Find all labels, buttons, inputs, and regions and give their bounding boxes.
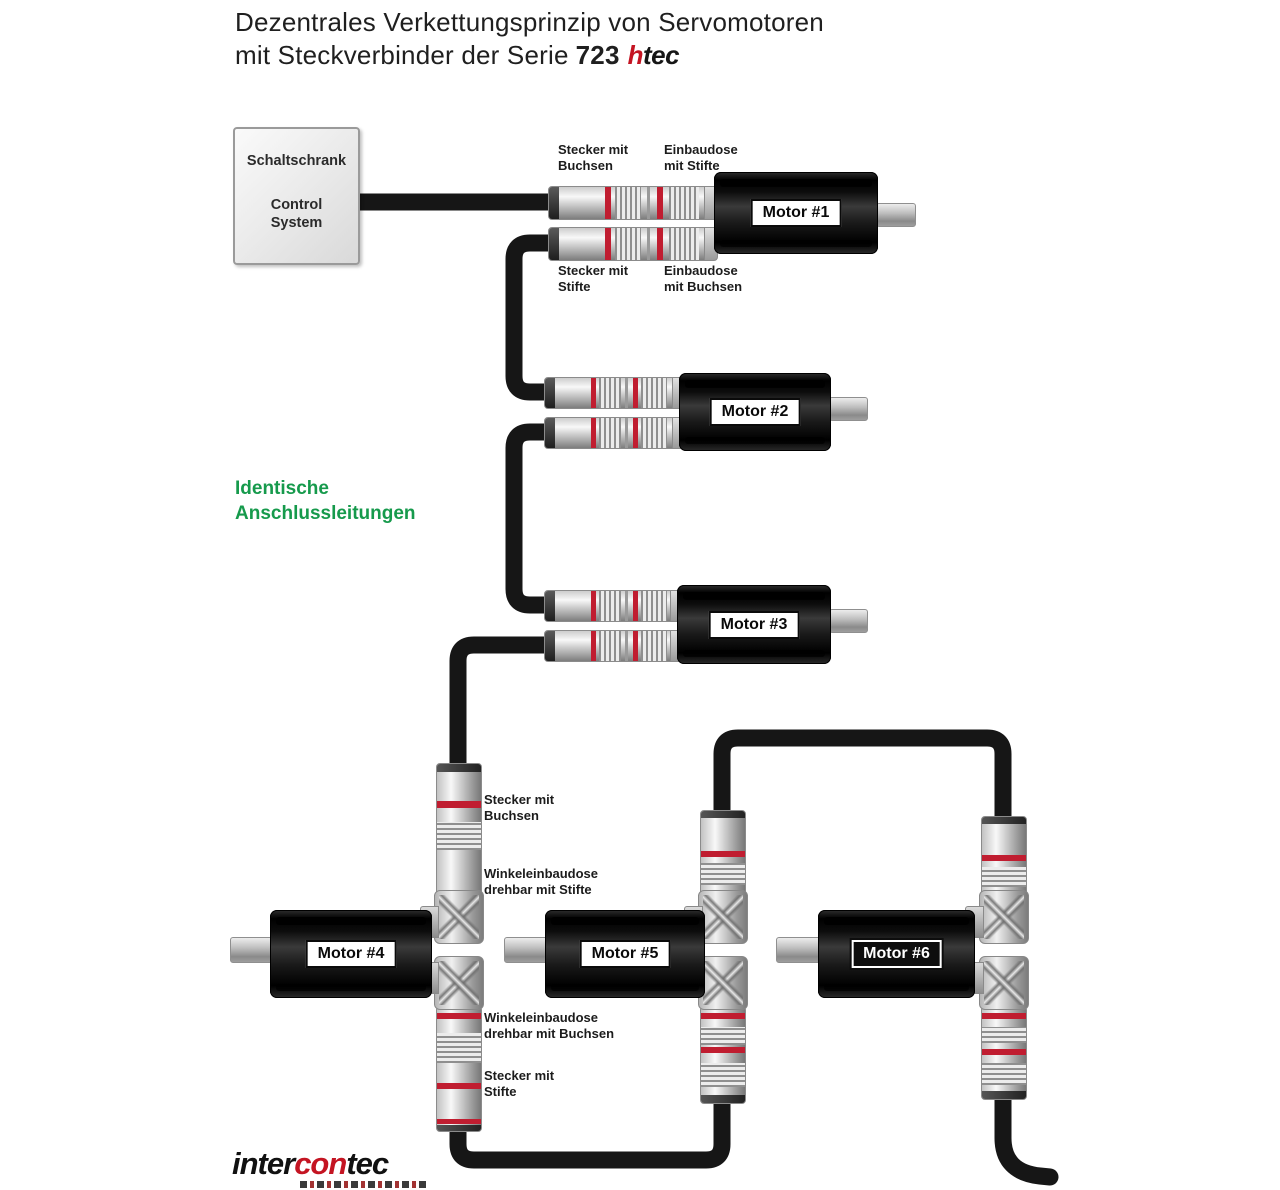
cable-motor3-to-motor4	[458, 645, 570, 780]
winkeleinbaudose-motor5-bottom	[698, 956, 748, 1010]
winkeleinbaudose-motor5-top	[698, 890, 748, 944]
title-line-1: Dezentrales Verkettungsprinzip von Servomotoren	[235, 7, 824, 37]
cabinet-label-en-2: System	[270, 215, 323, 231]
motor-6	[818, 910, 975, 998]
label-stecker-mit-buchsen-bottom: Stecker mit Buchsen	[484, 792, 555, 823]
label-stecker-mit-stifte-top: Stecker mit Stifte	[558, 263, 629, 294]
series-number: 723	[575, 40, 620, 70]
control-cabinet-box	[233, 127, 360, 265]
logo-tagline-bar	[300, 1181, 428, 1188]
motor4-shaft	[230, 937, 274, 963]
motor1-shaft	[876, 203, 916, 227]
cable-motor5-to-motor6	[722, 738, 1003, 825]
connector-pair-motor2-top	[544, 377, 684, 409]
label-winkeleinbaudose-stifte: Winkeleinbaudose drehbar mit Stifte	[484, 866, 599, 897]
motor-6-label: Motor #6	[851, 940, 942, 968]
diagram-title	[235, 6, 824, 72]
connector-pair-motor1-bottom	[548, 227, 718, 261]
winkeleinbaudose-motor6-top	[979, 890, 1029, 944]
label-winkeleinbaudose-buchsen: Winkeleinbaudose drehbar mit Buchsen	[484, 1010, 615, 1041]
motor-2	[679, 373, 831, 451]
motor-3	[677, 585, 831, 664]
motor5-shaft	[504, 937, 549, 963]
winkeleinbaudose-motor4-top	[434, 890, 484, 944]
plug-below-motor4	[436, 1006, 482, 1132]
cabinet-label-de: Schaltschrank	[246, 153, 347, 169]
connector-pair-motor3-top	[544, 590, 682, 622]
cabinet-label-en-1: Control	[270, 197, 323, 213]
motor-3-label: Motor #3	[709, 611, 800, 639]
brand-htec: htec	[627, 40, 680, 70]
motor-1-label: Motor #1	[751, 199, 842, 227]
motor-1	[714, 172, 878, 254]
connector-pair-motor2-bottom	[544, 417, 684, 449]
motor-2-label: Motor #2	[710, 398, 801, 426]
plug-below-motor5	[700, 1006, 746, 1104]
motor3-shaft	[829, 609, 868, 633]
motor-5-label: Motor #5	[580, 940, 671, 968]
cable-motor2-to-motor3	[514, 432, 565, 605]
plug-below-motor6	[981, 1006, 1027, 1100]
plug-above-motor4	[436, 763, 482, 911]
connector-pair-motor1-top	[548, 186, 718, 220]
motor2-shaft	[829, 397, 868, 421]
label-einbaudose-mit-stifte: Einbaudose mit Stifte	[664, 142, 738, 173]
connector-pair-motor3-bottom	[544, 630, 682, 662]
intercontec-logo: intercontec	[232, 1146, 389, 1181]
label-einbaudose-mit-buchsen: Einbaudose mit Buchsen	[664, 263, 743, 294]
cable-motor4-to-motor5	[458, 1095, 722, 1160]
label-stecker-mit-buchsen-top: Stecker mit Buchsen	[558, 142, 629, 173]
motor6-shaft	[776, 937, 822, 963]
motor-4-label: Motor #4	[306, 940, 397, 968]
motor-4	[270, 910, 432, 998]
title-line-2: mit Steckverbinder der Serie 723 htec	[235, 40, 680, 70]
cable-motor6-exit	[1003, 1090, 1050, 1177]
motor-5	[545, 910, 705, 998]
label-stecker-mit-stifte-bottom: Stecker mit Stifte	[484, 1068, 555, 1099]
winkeleinbaudose-motor6-bottom	[979, 956, 1029, 1010]
identical-cables-note: Identische Anschlussleitungen	[235, 478, 416, 524]
winkeleinbaudose-motor4-bottom	[434, 956, 484, 1010]
